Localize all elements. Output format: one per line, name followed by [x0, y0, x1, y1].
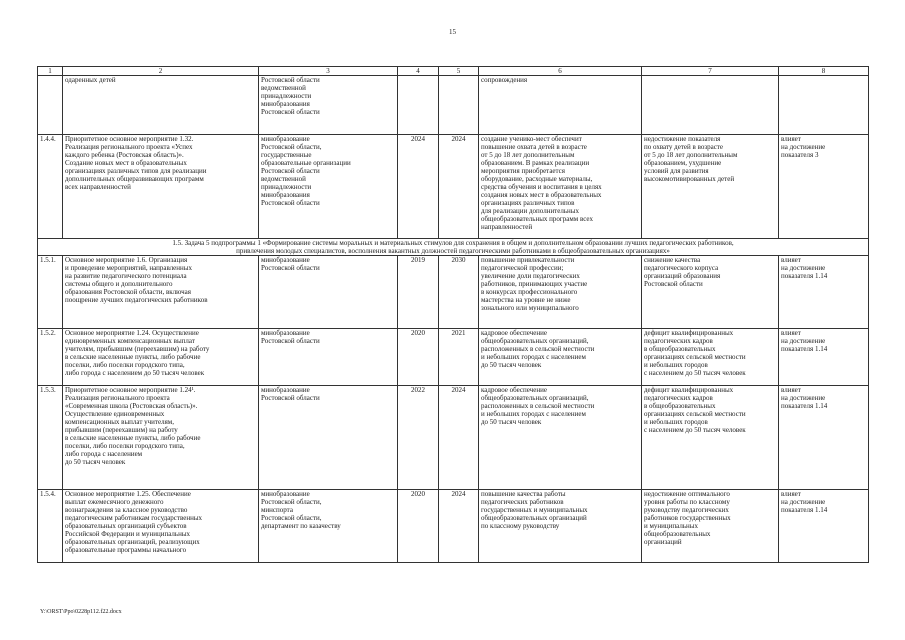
expected-result: сопровождения	[479, 76, 642, 135]
start-year: 2024	[398, 135, 439, 239]
measure-name: Основное мероприятие 1.24. Осуществление единовременных компенсационных выплат учителям, прибывшим (переехавшим) на работу в сельские населенные пункты, либо рабочие поселки, либо поселки городского типа, либо города с населением до 50 тысяч человек	[63, 329, 259, 386]
table-row	[38, 386, 869, 490]
header-col-7: 7	[642, 67, 779, 76]
responsible-executor: минобразование Ростовской области, государственные образовательные организации Ростовской области ведомственной принадлежности минобразования Ростовской области	[259, 135, 398, 239]
start-year: 2020	[398, 490, 439, 563]
expected-result: повышение качества работы педагогических работников государственных и муниципальных общеобразовательных организаций по классному руководству	[479, 490, 642, 563]
table-row	[38, 329, 869, 386]
expected-result: кадровое обеспечение общеобразовательных организаций, расположенных в сельской местности и небольших городах с населением до 50 тысяч человек	[479, 386, 642, 490]
header-col-3: 3	[259, 67, 398, 76]
header-col-2: 2	[63, 67, 259, 76]
non-implementation-consequences: недостижение показателя по охвату детей в возрасте от 5 до 18 лет дополнительным образованием, ухудшение условий для развития высокомотивированных детей	[642, 135, 779, 239]
expected-result: повышение привлекательности педагогической профессии; увеличение доли педагогических работников, принимающих участие в конкурсах профессионального мастерства на уровне не ниже зонального или муниципального	[479, 256, 642, 329]
indicator-link: влияет на достижение показателя 1.14	[779, 386, 869, 490]
measure-name: одаренных детей	[63, 76, 259, 135]
indicator-link: влияет на достижение показателя 1.14	[779, 329, 869, 386]
measure-name: Основное мероприятие 1.25. Обеспечение выплат ежемесячного денежного вознаграждения за классное руководство педагогическим работникам государственных образовательных организаций субъектов Российской Федерации и муниципальных образовательных организаций, реализующих образовательные программы начального	[63, 490, 259, 563]
start-year: 2022	[398, 386, 439, 490]
header-col-8: 8	[779, 67, 869, 76]
table-row	[38, 76, 869, 135]
end-year: 2024	[439, 386, 479, 490]
file-path-footer: Y:\ORST\Ppo\0228p112.f22.docx	[40, 609, 122, 615]
end-year: 2024	[439, 490, 479, 563]
end-year: 2024	[439, 135, 479, 239]
expected-result: кадровое обеспечение общеобразовательных организаций, расположенных в сельской местности и небольших городах с населением до 50 тысяч человек	[479, 329, 642, 386]
indicator-link: влияет на достижение показателя 1.14	[779, 256, 869, 329]
row-number: 1.4.4.	[38, 135, 63, 239]
row-number: 1.5.1.	[38, 256, 63, 329]
header-col-1: 1	[38, 67, 63, 76]
responsible-executor: минобразование Ростовской области	[259, 256, 398, 329]
start-year: 2019	[398, 256, 439, 329]
measure-name: Приоритетное основное мероприятие 1.24¹. Реализация регионального проекта «Современная школа (Ростовская область)». Осуществление единовременных компенсационных выплат учителям, прибывшим (переехавшим) на работу в сельские населенные пункты, либо рабочие поселки, либо поселки городского типа, либо города с населением до 50 тысяч человек	[63, 386, 259, 490]
row-number: 1.5.3.	[38, 386, 63, 490]
start-year: 2020	[398, 329, 439, 386]
non-implementation-consequences: дефицит квалифицированных педагогических кадров в общеобразовательных организациях сельской местности и небольших городов с населением до 50 тысяч человек	[642, 386, 779, 490]
row-number	[38, 76, 63, 135]
non-implementation-consequences: недостижение оптимального уровня работы по классному руководству педагогических работников государственных и муниципальных общеобразовательных организаций	[642, 490, 779, 563]
indicator-link	[779, 76, 869, 135]
indicator-link: влияет на достижение показателя 1.14	[779, 490, 869, 563]
responsible-executor: минобразование Ростовской области, минспорта Ростовской области, департамент по казачеству	[259, 490, 398, 563]
responsible-executor: Ростовской области ведомственной принадлежности минобразования Ростовской области	[259, 76, 398, 135]
end-year: 2021	[439, 329, 479, 386]
table-row	[38, 135, 869, 239]
indicator-link: влияет на достижение показателя 3	[779, 135, 869, 239]
task-title: 1.5. Задача 5 подпрограммы 1 «Формирование системы моральных и материальных стимулов для сохранения в общем и дополнительном образовании лучших педагогических работников, привлечения молодых специалистов, восполнения вакантных должностей педагогическими работниками в общеобразовательных организациях»	[38, 239, 869, 256]
non-implementation-consequences: дефицит квалифицированных педагогических кадров в общеобразовательных организациях сельской местности и небольших городов с населением до 50 тысяч человек	[642, 329, 779, 386]
page-number: 15	[449, 28, 456, 36]
table-row	[38, 490, 869, 563]
expected-result: создание ученико-мест обеспечит повышение охвата детей в возрасте от 5 до 18 лет дополнительным образованием. В рамках реализации мероприятия приобретается оборудование, расходные материалы, средства обучения и воспитания в целях создания новых мест в образовательных организациях различных типов для реализации дополнительных общеобразовательных программ всех направленностей	[479, 135, 642, 239]
row-number: 1.5.4.	[38, 490, 63, 563]
header-col-5: 5	[439, 67, 479, 76]
end-year: 2030	[439, 256, 479, 329]
header-col-6: 6	[479, 67, 642, 76]
responsible-executor: минобразование Ростовской области	[259, 329, 398, 386]
non-implementation-consequences	[642, 76, 779, 135]
task-header-row	[38, 239, 869, 256]
start-year	[398, 76, 439, 135]
table-row	[38, 256, 869, 329]
end-year	[439, 76, 479, 135]
responsible-executor: минобразование Ростовской области	[259, 386, 398, 490]
measure-name: Приоритетное основное мероприятие 1.32. Реализация регионального проекта «Успех каждого ребенка (Ростовская область)». Создание новых мест в образовательных организациях различных типов для реализации дополнительных общеразвивающих программ всех направленностей	[63, 135, 259, 239]
header-col-4: 4	[398, 67, 439, 76]
measure-name: Основное мероприятие 1.6. Организация и проведение мероприятий, направленных на развитие педагогического потенциала системы общего и дополнительного образования Ростовской области, включая поощрение лучших педагогических работников	[63, 256, 259, 329]
measures-table	[37, 66, 869, 563]
row-number: 1.5.2.	[38, 329, 63, 386]
table-header-row	[38, 67, 869, 76]
non-implementation-consequences: снижение качества педагогического корпуса организаций образования Ростовской области	[642, 256, 779, 329]
